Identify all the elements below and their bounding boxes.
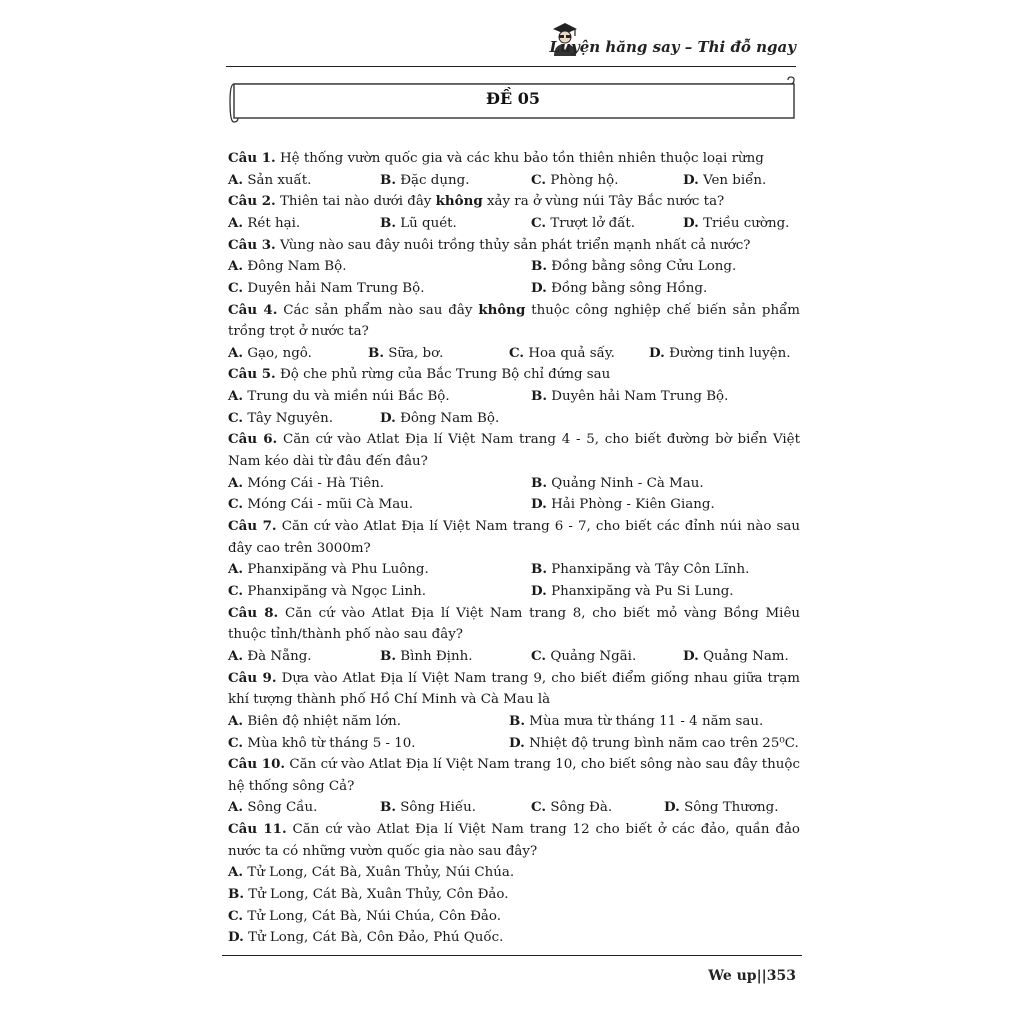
options-row [228, 927, 800, 949]
option-b[interactable] [531, 386, 728, 408]
option-text: Phòng hộ. [550, 172, 619, 188]
options-row [228, 646, 800, 668]
question-7 [228, 516, 800, 559]
question-label: Câu 1. [228, 150, 276, 166]
option-b[interactable] [228, 884, 509, 906]
option-a[interactable] [228, 343, 312, 365]
question-1 [228, 148, 800, 170]
options-row [228, 494, 800, 516]
option-letter: A. [228, 561, 244, 578]
option-text: Quảng Nam. [703, 648, 789, 664]
option-letter: B. [380, 171, 396, 188]
options-row [228, 408, 800, 430]
option-d[interactable] [380, 408, 499, 430]
option-letter: C. [531, 647, 547, 664]
question-label: Câu 5. [228, 366, 276, 383]
option-c[interactable] [531, 213, 635, 235]
option-a[interactable] [228, 473, 384, 495]
question-text: Vùng nào sau đây nuôi trồng thủy sản phát triển mạnh nhất cả nước? [279, 237, 751, 253]
option-text: Đà Nẵng. [247, 648, 312, 664]
option-letter: B. [531, 561, 547, 578]
option-letter: C. [531, 214, 547, 231]
option-text: Đồng bằng sông Hồng. [551, 280, 708, 296]
option-a[interactable] [228, 170, 311, 192]
option-a[interactable] [228, 386, 450, 408]
option-letter: A. [228, 864, 244, 881]
option-letter: B. [509, 712, 525, 729]
option-c[interactable] [228, 906, 501, 928]
option-letter: B. [368, 344, 384, 361]
question-text: Hệ thống vườn quốc gia và các khu bảo tồn thiên nhiên thuộc loại rừng [279, 151, 764, 166]
page-number: We up||353 [708, 968, 796, 984]
options-row [228, 473, 800, 495]
option-d[interactable] [683, 170, 766, 192]
option-text: Sữa, bơ. [388, 345, 444, 361]
question-8 [228, 603, 800, 646]
option-text: Quảng Ngãi. [550, 648, 637, 664]
option-letter: D. [228, 929, 244, 946]
option-text: Sông Đà. [550, 800, 613, 816]
option-text: Phanxipăng và Ngọc Linh. [247, 583, 427, 599]
options-row [228, 213, 800, 235]
option-text: Sông Hiếu. [400, 800, 477, 816]
negation-word: không [478, 301, 526, 318]
option-a[interactable] [228, 256, 346, 278]
option-text: Tử Long, Cát Bà, Núi Chúa, Côn Đảo. [247, 908, 501, 924]
option-text: Triều cường. [703, 215, 790, 231]
options-row [228, 386, 800, 408]
option-c[interactable] [228, 408, 333, 430]
options-row [228, 711, 800, 733]
option-text: Duyên hải Nam Trung Bộ. [247, 280, 425, 296]
question-text: Căn cứ vào Atlat Địa lí Việt Nam trang 6 - 7, cho biết các đỉnh núi nào sau đây cao trên 3000m? [228, 519, 801, 556]
options-row [228, 581, 800, 603]
option-letter: D. [531, 496, 547, 513]
question-text: Căn cứ vào Atlat Địa lí Việt Nam trang 12 cho biết ở các đảo, quần đảo nước ta có những vườn quốc gia nào sau đây? [228, 822, 800, 859]
option-text: Nhiệt độ trung bình năm cao trên 25⁰C. [529, 735, 799, 751]
option-text: Đường tinh luyện. [669, 345, 791, 361]
question-label: Câu 6. [228, 431, 278, 448]
option-text: Sông Thương. [684, 800, 779, 816]
question-text-post: xảy ra ở vùng núi Tây Bắc nước ta? [482, 194, 725, 210]
option-text: Tử Long, Cát Bà, Xuân Thủy, Côn Đảo. [248, 887, 509, 903]
question-text: Độ che phủ rừng của Bắc Trung Bộ chỉ đứng sau [279, 367, 611, 383]
option-letter: A. [228, 214, 244, 231]
option-text: Đông Nam Bộ. [400, 410, 500, 426]
options-row [228, 278, 800, 300]
option-letter: B. [531, 258, 547, 275]
question-label: Câu 10. [228, 756, 286, 773]
option-letter: A. [228, 647, 244, 664]
option-text: Lũ quét. [400, 215, 457, 231]
option-b[interactable] [531, 559, 749, 581]
option-text: Móng Cái - mũi Cà Mau. [247, 497, 414, 513]
option-b[interactable] [380, 797, 476, 819]
question-3 [228, 235, 800, 257]
option-c[interactable] [509, 343, 615, 365]
option-d[interactable] [531, 581, 734, 603]
header-divider [226, 66, 796, 67]
exam-title: ĐỀ 05 [485, 89, 540, 108]
question-2 [228, 191, 800, 213]
question-10 [228, 754, 800, 797]
question-9 [228, 668, 800, 711]
option-d[interactable] [531, 278, 707, 300]
option-letter: D. [380, 409, 396, 426]
question-text: Căn cứ vào Atlat Địa lí Việt Nam trang 10, cho biết sông nào sau đây thuộc hệ thống sông Cả? [228, 757, 800, 794]
options-row [228, 343, 800, 365]
option-b[interactable] [531, 473, 704, 495]
option-letter: C. [531, 799, 547, 816]
option-letter: C. [228, 907, 244, 924]
option-letter: D. [664, 799, 680, 816]
option-text: Trượt lở đất. [550, 215, 636, 231]
option-c[interactable] [228, 733, 416, 755]
option-d[interactable] [228, 927, 503, 949]
option-letter: D. [509, 734, 525, 751]
option-b[interactable] [380, 646, 472, 668]
option-text: Ven biển. [703, 172, 767, 188]
negation-word: không [435, 193, 483, 210]
option-text: Sông Cầu. [247, 800, 318, 816]
option-text: Phanxipăng và Pu Si Lung. [551, 583, 734, 599]
option-letter: C. [228, 582, 244, 599]
option-text: Móng Cái - Hà Tiên. [247, 475, 385, 491]
question-label: Câu 2. [228, 193, 276, 210]
question-text-pre: Các sản phẩm nào sau đây [283, 302, 479, 318]
question-label: Câu 3. [228, 236, 276, 253]
options-row [228, 862, 800, 884]
option-letter: D. [683, 171, 699, 188]
question-11 [228, 819, 800, 862]
option-letter: C. [228, 734, 244, 751]
option-d[interactable] [531, 494, 715, 516]
option-d[interactable] [683, 646, 789, 668]
option-text: Sản xuất. [247, 172, 312, 188]
question-5 [228, 364, 800, 386]
question-text: Căn cứ vào Atlat Địa lí Việt Nam trang 4 - 5, cho biết đường bờ biển Việt Nam kéo dài từ đâu đến đâu? [228, 432, 800, 470]
option-letter: A. [228, 258, 244, 275]
option-b[interactable] [531, 256, 736, 278]
option-text: Tử Long, Cát Bà, Côn Đảo, Phú Quốc. [248, 930, 504, 946]
option-letter: B. [531, 474, 547, 491]
option-letter: B. [531, 388, 547, 405]
option-c[interactable] [228, 278, 424, 300]
option-letter: C. [228, 279, 244, 296]
option-a[interactable] [228, 213, 300, 235]
option-letter: A. [228, 799, 244, 816]
question-label: Câu 4. [228, 301, 278, 318]
option-a[interactable] [228, 797, 317, 819]
question-text-post: thuộc công nghiệp chế biến sản phẩm trồng trọt ở nước ta? [228, 302, 800, 340]
option-a[interactable] [228, 559, 429, 581]
option-a[interactable] [228, 862, 514, 884]
option-letter: C. [228, 409, 244, 426]
option-d[interactable] [683, 213, 789, 235]
option-b[interactable] [368, 343, 443, 365]
option-text: Đông Nam Bộ. [247, 259, 347, 275]
option-text: Hoa quả sấy. [528, 345, 615, 361]
option-letter: A. [228, 344, 244, 361]
option-text: Đặc dụng. [400, 172, 470, 188]
option-letter: D. [683, 647, 699, 664]
option-text: Duyên hải Nam Trung Bộ. [551, 389, 729, 405]
option-c[interactable] [228, 581, 426, 603]
option-d[interactable] [664, 797, 778, 819]
question-text: Dựa vào Atlat Địa lí Việt Nam trang 9, cho biết điểm giống nhau giữa trạm khí tượng thành phố Hồ Chí Minh và Cà Mau là [228, 670, 800, 708]
footer-divider [222, 955, 802, 956]
option-letter: C. [228, 496, 244, 513]
option-letter: C. [531, 171, 547, 188]
option-d[interactable] [509, 733, 799, 755]
option-a[interactable] [228, 711, 401, 733]
option-letter: A. [228, 171, 244, 188]
option-letter: D. [531, 279, 547, 296]
option-letter: B. [228, 886, 244, 903]
option-text: Quảng Ninh - Cà Mau. [551, 475, 704, 491]
options-row [228, 170, 800, 192]
option-letter: A. [228, 474, 244, 491]
options-row [228, 906, 800, 928]
header-tagline: Luyện hăng say – Thi đỗ ngay [549, 38, 796, 56]
option-letter: B. [380, 647, 396, 664]
option-text: Hải Phòng - Kiên Giang. [551, 497, 715, 513]
question-list [228, 148, 800, 949]
option-text: Trung du và miền núi Bắc Bộ. [247, 389, 450, 405]
question-label: Câu 7. [228, 518, 277, 535]
option-c[interactable] [531, 797, 612, 819]
option-text: Rét hại. [247, 215, 301, 231]
question-label: Câu 9. [228, 669, 277, 686]
option-letter: C. [509, 344, 525, 361]
option-text: Phanxipăng và Tây Côn Lĩnh. [551, 562, 750, 578]
option-letter: B. [380, 799, 396, 816]
options-row [228, 733, 800, 755]
option-letter: D. [649, 344, 665, 361]
question-4 [228, 300, 800, 343]
option-letter: D. [531, 582, 547, 599]
question-text: Căn cứ vào Atlat Địa lí Việt Nam trang 8, cho biết mỏ vàng Bồng Miêu thuộc tỉnh/thành phố nào sau đây? [228, 605, 800, 643]
question-label: Câu 11. [228, 821, 287, 838]
option-text: Gạo, ngô. [247, 345, 312, 361]
question-label: Câu 8. [228, 604, 279, 621]
option-letter: A. [228, 712, 244, 729]
option-b[interactable] [380, 170, 469, 192]
question-text-pre: Thiên tai nào dưới đây [279, 194, 436, 210]
option-letter: D. [683, 214, 699, 231]
option-text: Tử Long, Cát Bà, Xuân Thủy, Núi Chúa. [247, 865, 515, 881]
option-c[interactable] [531, 170, 618, 192]
option-c[interactable] [228, 494, 413, 516]
option-text: Đồng bằng sông Cửu Long. [551, 259, 737, 275]
option-c[interactable] [531, 646, 636, 668]
option-letter: A. [228, 388, 244, 405]
option-text: Phanxipăng và Phu Luông. [247, 562, 429, 578]
option-text: Bình Định. [400, 648, 473, 664]
option-text: Mùa mưa từ tháng 11 - 4 năm sau. [529, 713, 764, 729]
option-text: Biên độ nhiệt năm lớn. [247, 713, 402, 729]
options-row [228, 884, 800, 906]
question-6 [228, 429, 800, 472]
options-row [228, 559, 800, 581]
option-b[interactable] [380, 213, 457, 235]
option-b[interactable] [509, 711, 763, 733]
option-letter: B. [380, 214, 396, 231]
option-d[interactable] [649, 343, 790, 365]
options-row [228, 256, 800, 278]
option-text: Mùa khô từ tháng 5 - 10. [247, 735, 416, 751]
option-text: Tây Nguyên. [247, 410, 333, 426]
options-row [228, 797, 800, 819]
option-a[interactable] [228, 646, 312, 668]
